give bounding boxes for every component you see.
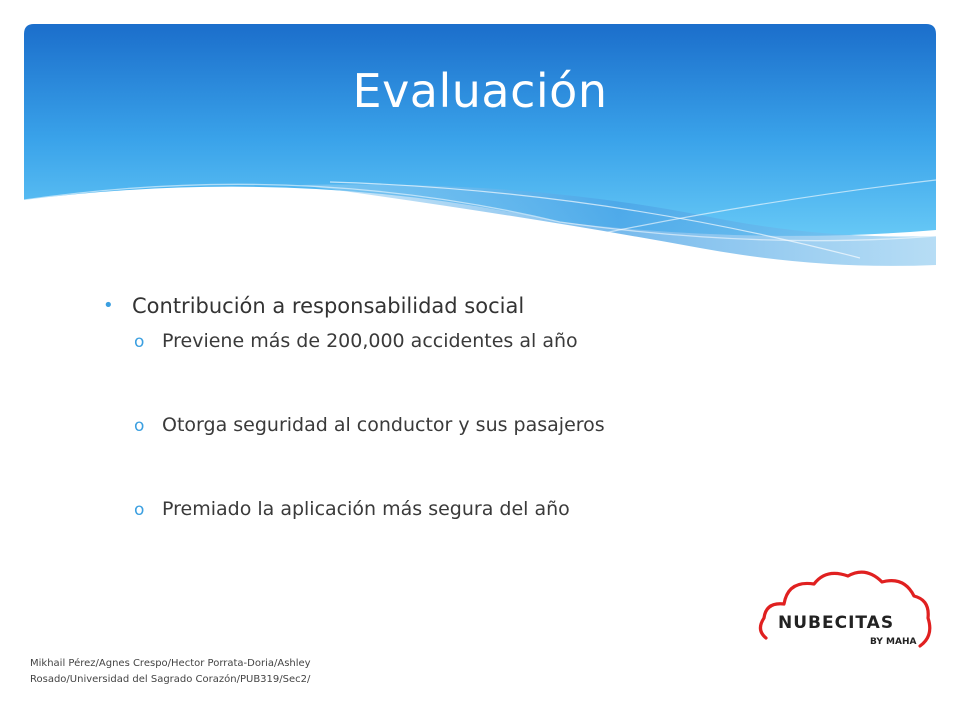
- sub-item-text: Previene más de 200,000 accidentes al año: [162, 330, 578, 352]
- bullet-dot-icon: •: [103, 295, 114, 316]
- sub-item-text: Otorga seguridad al conductor y sus pasajeros: [162, 414, 605, 436]
- bullet-text: Contribución a responsabilidad social: [132, 294, 525, 318]
- sub-bullet-icon: o: [134, 500, 145, 520]
- sub-item-1: [100, 326, 860, 356]
- footer-line-2: Rosado/Universidad del Sagrado Corazón/PUB319/Sec2/: [30, 674, 311, 685]
- header-banner: [0, 0, 960, 280]
- sub-bullet-icon: o: [134, 416, 145, 436]
- footer-line-1: Mikhail Pérez/Agnes Crespo/Hector Porrata-Doria/Ashley: [30, 658, 311, 669]
- slide-title: Evaluación: [352, 64, 608, 118]
- sub-item-2: [100, 410, 860, 440]
- nubecitas-logo: [752, 562, 936, 674]
- content-list: [100, 290, 860, 524]
- bullet-item: [100, 290, 860, 324]
- footer-credits: [30, 656, 370, 688]
- sub-item-text: Premiado la aplicación más segura del año: [162, 498, 570, 520]
- sub-item-3: [100, 494, 860, 524]
- logo-tagline: BY MAHA: [870, 637, 917, 647]
- sub-bullet-icon: o: [134, 332, 145, 352]
- logo-brand: NUBECITAS: [778, 613, 895, 633]
- cloud-icon: [760, 572, 929, 646]
